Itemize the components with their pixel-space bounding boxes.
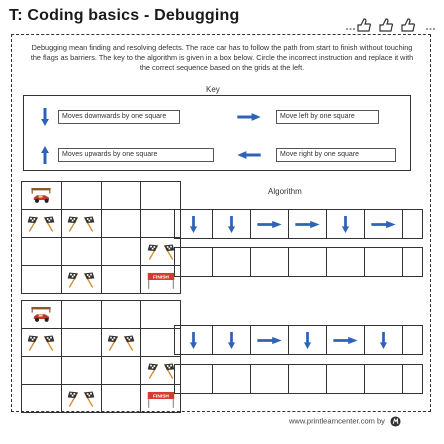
grid-cell xyxy=(22,385,62,413)
thumbs-up-icon xyxy=(358,19,415,31)
grid-cell xyxy=(101,182,140,210)
grid-cell xyxy=(101,238,140,266)
grid-cell xyxy=(101,357,141,385)
grid-cell xyxy=(22,210,62,238)
key-label-left: Move right by one square xyxy=(276,148,396,162)
algorithm-step-down[interactable] xyxy=(175,210,213,238)
algorithm-row-1 xyxy=(174,209,423,239)
arrow-down-icon xyxy=(340,215,351,234)
grid-cell xyxy=(101,301,141,329)
algorithm-heading: Algorithm xyxy=(268,187,302,196)
key-item-left xyxy=(232,144,396,166)
row-end-cell xyxy=(403,248,422,276)
grid-row xyxy=(22,266,181,294)
grid-row xyxy=(22,182,181,210)
answer-box[interactable] xyxy=(327,248,365,276)
instructions-text: Debugging mean finding and resolving defects. The race car has to follow the path from start to finish without touching the flags as barriers. The key to the algorithm is given in a box below. Circle the incorrect instruction and replace it with the correct sequence based on the grids at the left. xyxy=(30,43,414,72)
finish-banner-text: FINISH xyxy=(152,394,169,399)
algorithm-step-right[interactable] xyxy=(289,210,327,238)
algorithm-step-right[interactable] xyxy=(251,210,289,238)
footer-text: www.printlearncenter.com by xyxy=(289,416,385,426)
algorithm-step-down[interactable] xyxy=(213,210,251,238)
grid-row xyxy=(22,238,181,266)
arrow-down-icon xyxy=(32,106,58,128)
grid-cell xyxy=(61,385,101,413)
arrow-right-icon xyxy=(370,219,397,230)
algorithm-step-down[interactable] xyxy=(327,210,365,238)
arrow-right-icon xyxy=(294,219,321,230)
row-end-cell xyxy=(403,326,422,354)
checkered-flags-icon xyxy=(26,334,56,352)
answer-row-1[interactable] xyxy=(174,247,423,277)
arrow-left-icon xyxy=(232,144,266,166)
arrow-right-icon xyxy=(232,106,266,128)
checkered-flags-icon xyxy=(66,271,96,289)
answer-box[interactable] xyxy=(213,248,251,276)
grid-cell xyxy=(141,182,181,210)
row-end-cell xyxy=(403,210,422,238)
algorithm-step-right[interactable] xyxy=(365,210,403,238)
answer-box[interactable] xyxy=(251,248,289,276)
grid-cell xyxy=(61,301,101,329)
arrow-down-icon xyxy=(378,331,389,350)
key-label-right: Move left by one square xyxy=(276,110,379,124)
arrow-down-icon xyxy=(226,331,237,350)
grid-row xyxy=(22,210,181,238)
checkered-flags-icon xyxy=(106,334,136,352)
arrow-right-icon xyxy=(256,335,283,346)
checkered-flags-icon xyxy=(66,390,96,408)
grid-row xyxy=(22,301,181,329)
algorithm-step-down[interactable] xyxy=(289,326,327,354)
grid-cell xyxy=(61,238,101,266)
grid-cell xyxy=(22,182,62,210)
answer-box[interactable] xyxy=(175,365,213,393)
race-car-icon xyxy=(29,185,53,207)
answer-box[interactable] xyxy=(251,365,289,393)
answer-row-2[interactable] xyxy=(174,364,423,394)
footer xyxy=(289,416,401,427)
checkered-flags-icon xyxy=(66,215,96,233)
row-end-cell xyxy=(403,365,422,393)
grid-cell xyxy=(61,266,101,294)
grid-row xyxy=(22,357,181,385)
algorithm-step-right[interactable] xyxy=(251,326,289,354)
grid-cell xyxy=(22,238,62,266)
arrow-down-icon xyxy=(188,331,199,350)
grid-cell xyxy=(101,385,141,413)
arrow-right-icon xyxy=(332,335,359,346)
race-car-icon xyxy=(29,304,53,326)
algorithm-step-down[interactable] xyxy=(365,326,403,354)
grid-row xyxy=(22,385,181,413)
answer-box[interactable] xyxy=(327,365,365,393)
key-item-down xyxy=(32,106,180,128)
publisher-logo-icon xyxy=(390,416,401,427)
answer-box[interactable] xyxy=(213,365,251,393)
checkered-flags-icon xyxy=(146,243,176,261)
grid-row xyxy=(22,329,181,357)
arrow-right-icon xyxy=(256,219,283,230)
finish-banner-text: FINISH xyxy=(152,275,169,280)
answer-box[interactable] xyxy=(289,248,327,276)
worksheet-title: T: Coding basics - Debugging xyxy=(9,7,240,24)
key-heading: Key xyxy=(206,85,220,94)
key-item-up xyxy=(32,144,214,166)
algorithm-step-down[interactable] xyxy=(213,326,251,354)
answer-box[interactable] xyxy=(289,365,327,393)
grid-cell xyxy=(22,329,62,357)
grid-cell xyxy=(61,357,101,385)
grid-cell xyxy=(61,182,101,210)
answer-box[interactable] xyxy=(175,248,213,276)
checkered-flags-icon xyxy=(146,362,176,380)
key-label-up: Moves upwards by one square xyxy=(58,148,214,162)
key-item-right xyxy=(232,106,379,128)
grid-cell xyxy=(61,210,101,238)
grid-cell xyxy=(101,329,141,357)
arrow-down-icon xyxy=(226,215,237,234)
key-box xyxy=(23,95,411,171)
grid-cell xyxy=(22,266,62,294)
algorithm-step-down[interactable] xyxy=(175,326,213,354)
grid-cell xyxy=(61,329,101,357)
grid-cell xyxy=(22,301,62,329)
puzzle-grid-2 xyxy=(21,300,181,413)
arrow-down-icon xyxy=(188,215,199,234)
arrow-down-icon xyxy=(302,331,313,350)
checkered-flags-icon xyxy=(26,215,56,233)
finish-banner-icon xyxy=(146,389,176,409)
algorithm-row-2 xyxy=(174,325,423,355)
key-label-down: Moves downwards by one square xyxy=(58,110,180,124)
answer-box[interactable] xyxy=(365,248,403,276)
grid-cell xyxy=(22,357,62,385)
grid-cell xyxy=(101,210,140,238)
grid-cell xyxy=(101,266,140,294)
answer-box[interactable] xyxy=(365,365,403,393)
algorithm-step-right[interactable] xyxy=(327,326,365,354)
puzzle-grid-1 xyxy=(21,181,181,294)
finish-banner-icon xyxy=(146,270,176,290)
thumbs-up-decoration xyxy=(346,17,436,33)
arrow-up-icon xyxy=(32,144,58,166)
